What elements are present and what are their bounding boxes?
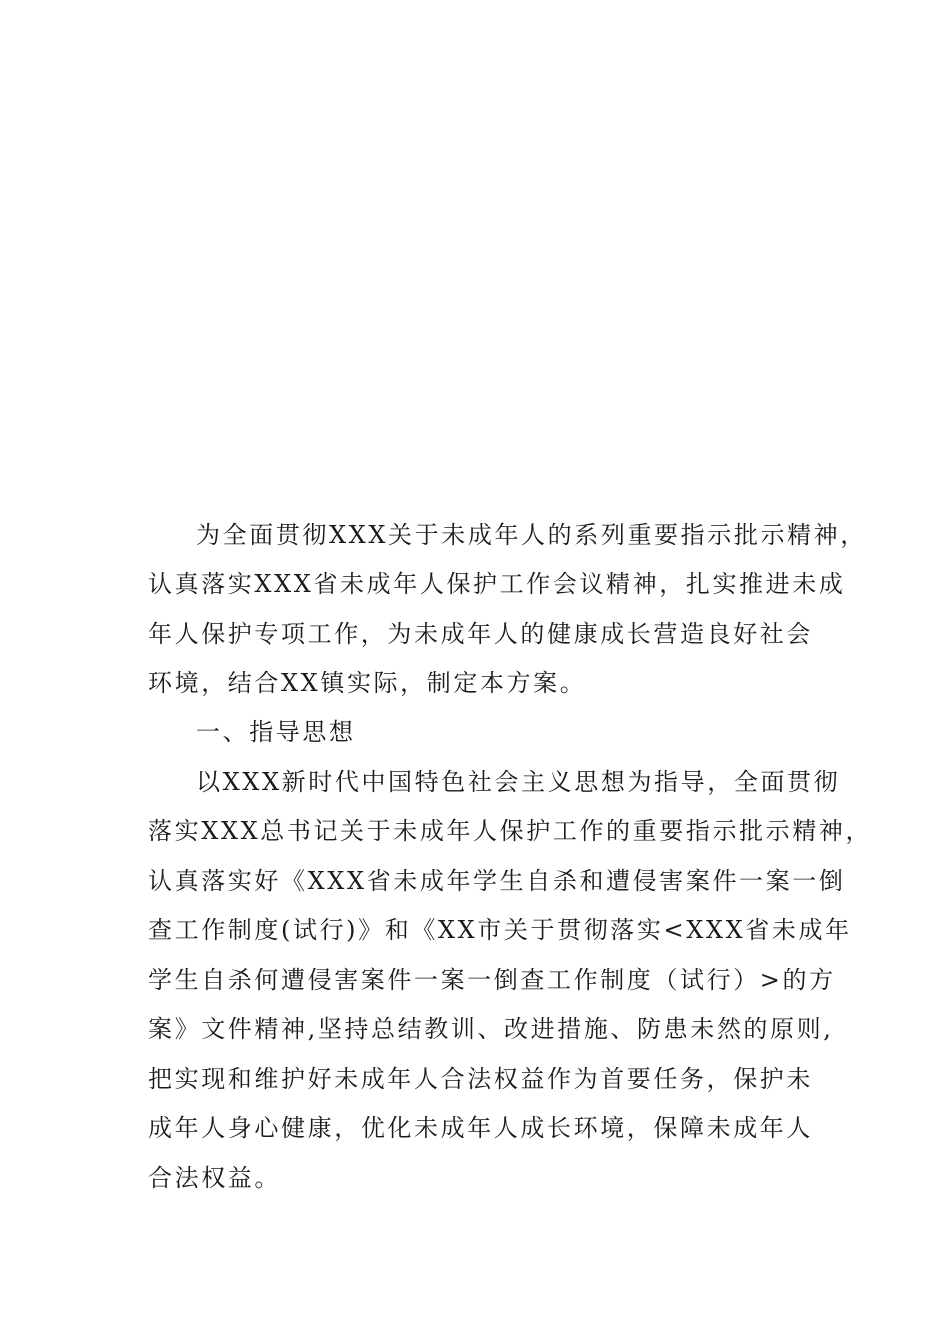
section-paragraph-line: 落实XXX总书记关于未成年人保护工作的重要指示批示精神，	[148, 817, 873, 845]
section-paragraph-line: 把实现和维护好未成年人合法权益作为首要任务，保护未	[148, 1065, 813, 1093]
document-title-line-1	[0, 164, 950, 196]
intro-paragraph-line: 年人保护专项工作，为未成年人的健康成长营造良好社会	[148, 620, 813, 648]
intro-paragraph-line: 认真落实XXX省未成年人保护工作会议精神，扎实推进未成	[148, 570, 846, 598]
document-title-line-3	[0, 404, 950, 436]
section-paragraph-line: 以XXX新时代中国特色社会主义思想为指导，全面贯彻	[196, 768, 841, 796]
document-title-line-2	[0, 284, 950, 316]
section-paragraph-line: 案》文件精神,坚持总结教训、改进措施、防患未然的原则,	[148, 1015, 834, 1043]
section-heading-guiding-ideology: 一、指导思想	[196, 718, 356, 746]
section-paragraph-line: 查工作制度(试行)》和《XX市关于贯彻落实<XXX省未成年	[148, 916, 852, 944]
section-paragraph-line: 认真落实好《XXX省未成年学生自杀和遭侵害案件一案一倒	[148, 867, 846, 895]
intro-paragraph-line: 为全面贯彻XXX关于未成年人的系列重要指示批示精神，	[196, 521, 867, 549]
section-paragraph-line: 学生自杀何遭侵害案件一案一倒查工作制度（试行）>的方	[148, 966, 836, 994]
section-paragraph-line: 成年人身心健康，优化未成年人成长环境，保障未成年人	[148, 1114, 813, 1142]
intro-paragraph-line: 环境，结合XX镇实际，制定本方案。	[148, 669, 587, 697]
section-paragraph-line: 合法权益。	[148, 1164, 281, 1192]
